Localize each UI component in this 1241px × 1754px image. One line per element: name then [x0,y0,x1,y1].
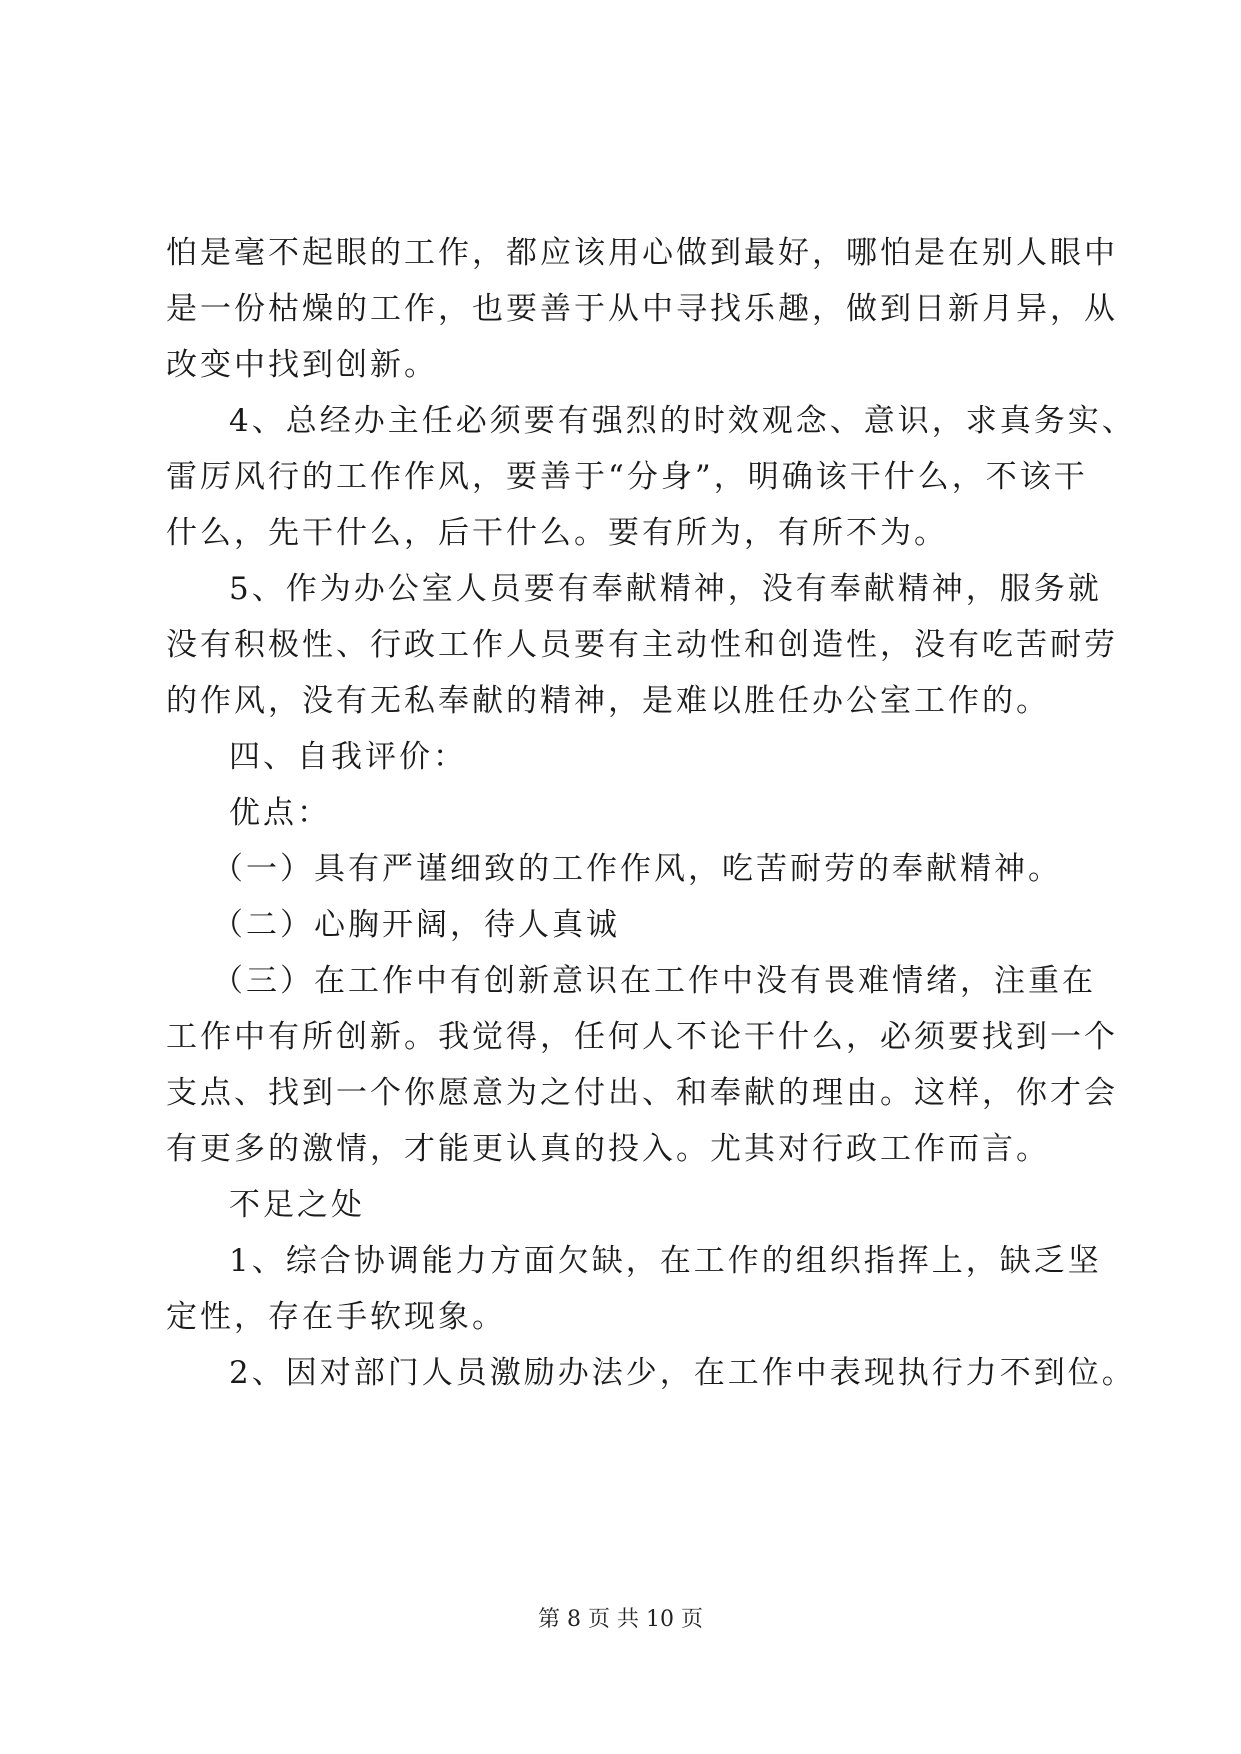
body-line: 的作风，没有无私奉献的精神，是难以胜任办公室工作的。 [166,683,1050,719]
body-line: （二）心胸开阔，待人真诚 [212,907,620,943]
body-line: 是一份枯燥的工作，也要善于从中寻找乐趣，做到日新月异，从 [166,291,1118,327]
body-line: 什么，先干什么，后干什么。要有所为，有所不为。 [166,515,948,551]
subheading-weaknesses: 不足之处 [229,1187,365,1223]
body-line: 4、总经办主任必须要有强烈的时效观念、意识，求真务实、 [229,403,1136,439]
body-line: 怕是毫不起眼的工作，都应该用心做到最好，哪怕是在别人眼中 [166,235,1118,271]
body-line: 1、综合协调能力方面欠缺，在工作的组织指挥上，缺乏坚 [229,1243,1102,1279]
subheading-strengths: 优点： [229,795,331,831]
body-line: 改变中找到创新。 [166,347,438,383]
section-heading: 四、自我评价： [229,739,467,775]
body-line: 2、因对部门人员激励办法少，在工作中表现执行力不到位。 [229,1355,1136,1391]
body-line: 工作中有所创新。我觉得，任何人不论干什么，必须要找到一个 [166,1019,1118,1055]
body-line: 有更多的激情，才能更认真的投入。尤其对行政工作而言。 [166,1131,1050,1167]
body-line: 雷厉风行的工作作风，要善于“分身”，明确该干什么，不该干 [166,459,1088,495]
body-line: 5、作为办公室人员要有奉献精神，没有奉献精神，服务就 [229,571,1102,607]
body-line: 没有积极性、行政工作人员要有主动性和创造性，没有吃苦耐劳 [166,627,1118,663]
body-line: 定性，存在手软现象。 [166,1299,506,1335]
body-line: 支点、找到一个你愿意为之付出、和奉献的理由。这样，你才会 [166,1075,1118,1111]
page-number-footer: 第 8 页 共 10 页 [538,1607,703,1632]
body-line: （一）具有严谨细致的工作作风，吃苦耐劳的奉献精神。 [212,851,1062,887]
body-line: （三）在工作中有创新意识在工作中没有畏难情绪，注重在 [212,963,1096,999]
